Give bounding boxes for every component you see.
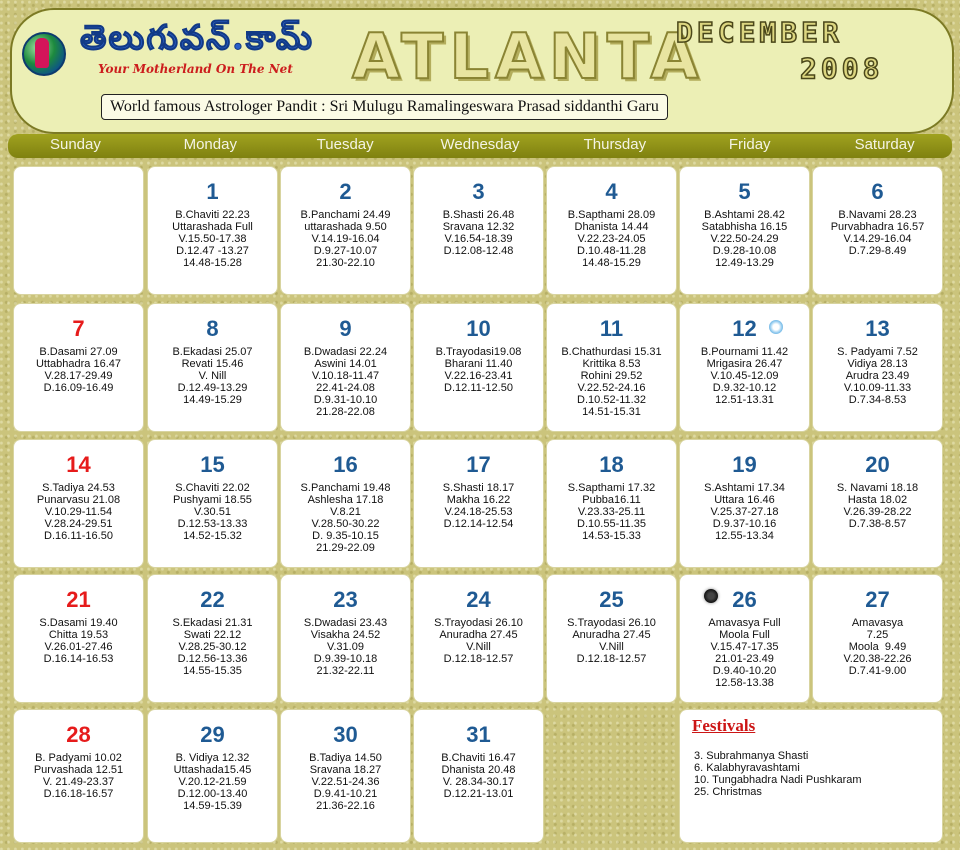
empty-day-cell	[14, 167, 143, 294]
day-cell-23	[281, 575, 410, 702]
day-cell-26	[680, 575, 809, 702]
day-cell-8	[148, 304, 277, 431]
panchang-text: S. Padyami 7.52 Vidiya 28.13 Arudra 23.49 V.10.09-11.33 D.7.34-8.53	[837, 346, 918, 406]
day-cell-21	[14, 575, 143, 702]
month-title: DECEMBER	[676, 16, 843, 49]
day-number: 6	[871, 179, 884, 204]
full-moon-icon	[769, 320, 783, 334]
day-cell-17	[414, 440, 543, 567]
panchang-text: B.Sapthami 28.09 Dhanista 14.44 V.22.23-24.05 D.10.48-11.28 14.48-15.29	[567, 209, 656, 269]
panchang-text: S.Shasti 18.17 Makha 16.22 V.24.18-25.53 D.12.14-12.54	[442, 482, 515, 530]
day-number: 20	[865, 452, 890, 477]
day-cell-29	[148, 710, 277, 842]
panchang-text: B.Dasami 27.09 Uttabhadra 16.47 V.28.17-29.49 D.16.09-16.49	[35, 346, 121, 394]
panchang-text: S.Dwadasi 23.43 Visakha 24.52 V.31.09 D.9.39-10.18 21.32-22.11	[303, 617, 388, 677]
day-number: 8	[206, 316, 219, 341]
panchang-text: B. Padyami 10.02 Purvashada 12.51 V. 21.49-23.37 D.16.18-16.57	[33, 752, 124, 800]
day-number: 21	[66, 587, 91, 612]
day-cell-13	[813, 304, 942, 431]
day-cell-31	[414, 710, 543, 842]
panchang-text: S.Trayodasi 26.10 Anuradha 27.45 V.Nill D.12.18-12.57	[567, 617, 656, 665]
day-cell-11	[547, 304, 676, 431]
new-moon-icon	[704, 589, 718, 603]
panchang-text: B.Chaviti 16.47 Dhanista 20.48 V. 28.34-30.17 D.12.21-13.01	[441, 752, 516, 800]
day-cell-22	[148, 575, 277, 702]
day-cell-7	[14, 304, 143, 431]
day-number: 30	[333, 722, 358, 747]
weekday-monday: Monday	[183, 136, 237, 153]
panchang-text: S. Navami 18.18 Hasta 18.02 V.26.39-28.22 D.7.38-8.57	[836, 482, 919, 530]
day-number: 19	[732, 452, 757, 477]
panchang-text: S.Trayodasi 26.10 Anuradha 27.45 V.Nill D.12.18-12.57	[434, 617, 523, 665]
day-number: 26	[732, 587, 757, 612]
panchang-text: B.Trayodasi19.08 Bharani 11.40 V.22.16-23.41 D.12.11-12.50	[435, 346, 522, 394]
panchang-text: B.Ashtami 28.42 Satabhisha 16.15 V.22.50-24.29 D.9.28-10.08 12.49-13.29	[701, 209, 788, 269]
weekday-friday: Friday	[728, 136, 771, 153]
day-number: 29	[200, 722, 225, 747]
weekday-wednesday: Wednesday	[440, 136, 520, 153]
panchang-text: B.Ekadasi 25.07 Revati 15.46 V. Nill D.12.49-13.29 14.49-15.29	[172, 346, 253, 406]
day-cell-9	[281, 304, 410, 431]
day-cell-2	[281, 167, 410, 294]
day-cell-12	[680, 304, 809, 431]
panchang-text: S.Panchami 19.48 Ashlesha 17.18 V.8.21 V.28.50-30.22 D. 9.35-10.15 21.29-22.09	[300, 482, 391, 554]
day-number: 18	[599, 452, 624, 477]
panchang-text: S.Ashtami 17.34 Uttara 16.46 V.25.37-27.18 D.9.37-10.16 12.55-13.34	[704, 482, 785, 542]
weekday-saturday: Saturday	[854, 136, 915, 153]
day-cell-15	[148, 440, 277, 567]
panchang-text: S.Dasami 19.40 Chitta 19.53 V.26.01-27.46 D.16.14-16.53	[39, 617, 118, 665]
panchang-text: B.Shasti 26.48 Sravana 12.32 V.16.54-18.39 D.12.08-12.48	[442, 209, 515, 257]
panchang-text: B. Vidiya 12.32 Uttashada15.45 V.20.12-21.59 D.12.00-13.40 14.59-15.39	[173, 752, 252, 812]
day-cell-5	[680, 167, 809, 294]
day-number: 4	[605, 179, 618, 204]
day-number: 3	[472, 179, 485, 204]
site-tagline: Your Motherland On The Net	[98, 62, 293, 76]
day-cell-6	[813, 167, 942, 294]
day-cell-3	[414, 167, 543, 294]
festivals-list: 3. Subrahmanya Shasti 6. Kalabhyravashtami 10. Tungabhadra Nadi Pushkaram 25. Christmas	[694, 750, 862, 798]
weekday-thursday: Thursday	[583, 136, 647, 153]
day-number: 22	[200, 587, 225, 612]
festivals-panel	[680, 710, 942, 842]
day-number: 25	[599, 587, 624, 612]
weekday-tuesday: Tuesday	[316, 136, 374, 153]
day-number: 7	[72, 316, 85, 341]
city-title: ATLANTA	[352, 20, 705, 93]
day-cell-20	[813, 440, 942, 567]
day-number: 27	[865, 587, 890, 612]
day-number: 15	[200, 452, 225, 477]
day-cell-14	[14, 440, 143, 567]
day-number: 28	[66, 722, 91, 747]
panchang-text: B.Chathurdasi 15.31 Krittika 8.53 Rohini 29.52 V.22.52-24.16 D.10.52-11.32 14.51-15.31	[561, 346, 662, 418]
panchang-text: S.Tadiya 24.53 Punarvasu 21.08 V.10.29-11.54 V.28.24-29.51 D.16.11-16.50	[36, 482, 121, 542]
weekday-header-bar	[8, 134, 952, 158]
day-cell-24	[414, 575, 543, 702]
panchang-text: S.Sapthami 17.32 Pubba16.11 V.23.33-25.11 D.10.55-11.35 14.53-15.33	[567, 482, 656, 542]
panchang-text: B.Panchami 24.49 uttarashada 9.50 V.14.19-16.04 D.9.27-10.07 21.30-22.10	[300, 209, 391, 269]
panchang-text: B.Dwadasi 22.24 Aswini 14.01 V.10.18-11.47 22.41-24.08 D.9.31-10.10 21.28-22.08	[303, 346, 388, 418]
panchang-text: S.Ekadasi 21.31 Swati 22.12 V.28.25-30.12 D.12.56-13.36 14.55-15.35	[172, 617, 253, 677]
day-cell-1	[148, 167, 277, 294]
day-number: 11	[599, 316, 624, 341]
panchang-text: B.Chaviti 22.23 Uttarashada Full V.15.50-17.38 D.12.47 -13.27 14.48-15.28	[172, 209, 253, 269]
panchang-text: B.Pournami 11.42 Mrigasira 26.47 V.10.45-12.09 D.9.32-10.12 12.51-13.31	[700, 346, 789, 406]
festivals-title: Festivals	[692, 716, 756, 735]
day-cell-4	[547, 167, 676, 294]
day-cell-19	[680, 440, 809, 567]
day-number: 31	[466, 722, 491, 747]
day-cell-30	[281, 710, 410, 842]
day-cell-28	[14, 710, 143, 842]
day-number: 16	[333, 452, 358, 477]
day-number: 17	[466, 452, 491, 477]
site-logo-text[interactable]: తెలుగువన్.కామ్	[80, 18, 315, 58]
day-number: 13	[865, 316, 890, 341]
day-number: 23	[333, 587, 358, 612]
day-cell-16	[281, 440, 410, 567]
day-cell-25	[547, 575, 676, 702]
day-number: 12	[732, 316, 757, 341]
panchang-text: B.Navami 28.23 Purvabhadra 16.57 V.14.29-16.04 D.7.29-8.49	[830, 209, 925, 257]
panchang-text: Amavasya Full Moola Full V.15.47-17.35 21.01-23.49 D.9.40-10.20 12.58-13.38	[708, 617, 781, 689]
day-number: 10	[466, 316, 491, 341]
day-number: 9	[339, 316, 352, 341]
panchang-text: S.Chaviti 22.02 Pushyami 18.55 V.30.51 D.12.53-13.33 14.52-15.32	[173, 482, 252, 542]
day-number: 5	[738, 179, 751, 204]
panchang-text: Amavasya 7.25 Moola 9.49 V.20.38-22.26 D.7.41-9.00	[843, 617, 912, 677]
astrologer-credit: World famous Astrologer Pandit : Sri Mulugu Ramalingeswara Prasad siddanthi Garu	[101, 94, 668, 120]
year-title: 2008	[800, 52, 884, 85]
day-number: 24	[466, 587, 491, 612]
weekday-sunday: Sunday	[49, 136, 101, 153]
day-number: 2	[339, 179, 352, 204]
figure-logo-icon	[35, 38, 49, 68]
day-cell-27	[813, 575, 942, 702]
day-number: 14	[66, 452, 91, 477]
day-cell-10	[414, 304, 543, 431]
day-number: 1	[206, 179, 219, 204]
panchang-text: B.Tadiya 14.50 Sravana 18.27 V.22.51-24.36 D.9.41-10.21 21.36-22.16	[309, 752, 382, 812]
day-cell-18	[547, 440, 676, 567]
